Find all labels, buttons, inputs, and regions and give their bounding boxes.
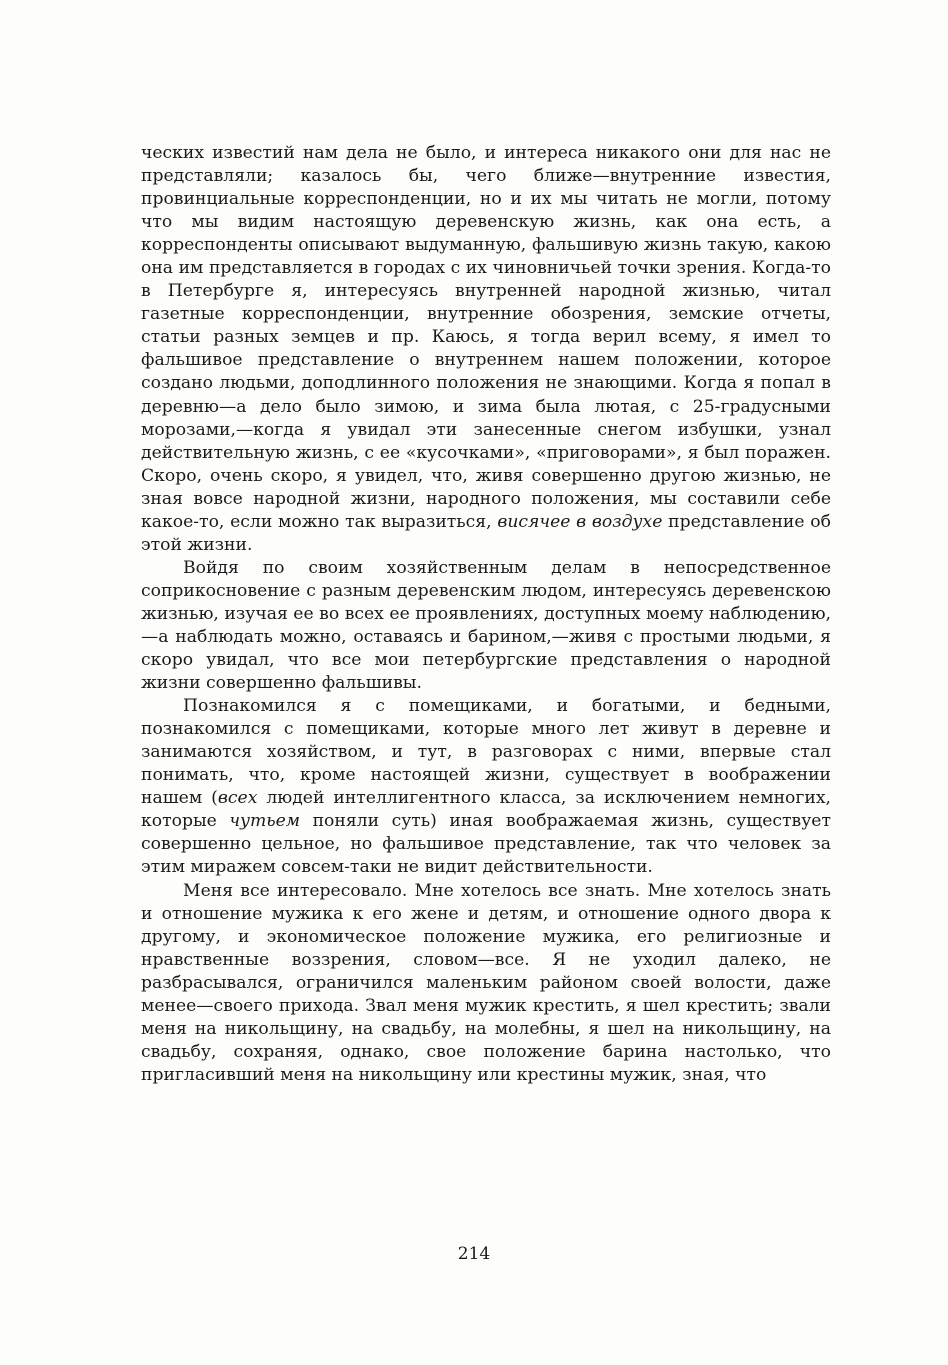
- p1-italic-phrase: висячее в воздухе: [497, 511, 663, 532]
- p3-text-2: людей интеллигентного класса, за исключением немногих, которые: [141, 788, 831, 832]
- p3-text-1: Познакомился я с помещиками, и богатыми, и бедными, познакомился с помещиками, которые много лет живут в деревне и занимаются хозяйством, и тут, в разговорах с ними, впервые стал понимать, что, кроме настоящей жизни, существует в воображении нашем (: [141, 696, 831, 809]
- p3-text-3: поняли суть) иная воображаемая жизнь, существует совершенно цельное, но фальшивое представление, так что человек за этим миражем совсем-таки не видит действительности.: [141, 811, 831, 878]
- p1-text-2: представление об этой жизни.: [141, 511, 831, 555]
- p4-text-1: Меня все интересовало. Мне хотелось все знать. Мне хотелось знать и отношение мужика к его жене и детям, и отношение одного двора к другому, и экономическое положение мужика, его религиозные и нравственные воззрения, словом—все. Я не уходил далеко, не разбрасывался, ограничился маленьким районом своей волости, даже менее—своего прихода. Звал меня мужик крестить, я шел крестить; звали меня на никольщину, на свадьбу, на молебны, я шел на никольщину, на свадьбу, сохраняя, однако, свое положение барина настолько, что пригласивший меня на никольщину или крестины мужик, зная, что: [141, 880, 831, 1085]
- p1-text-1: ческих известий нам дела не было, и интереса никакого они для нас не представляли; казалось бы, чего ближе—внутренние известия, провинциальные корреспонденции, но и их мы читать не могли, потому что мы видим настоящую деревенскую жизнь, как она есть, а корреспонденты описывают выдуманную, фальшивую жизнь такую, какою она им представляется в городах с их чиновничьей точки зрения. Когда-то в Петербурге я, интересуясь внутренней народной жизнью, читал газетные корреспонденции, внутренние обозрения, земские отчеты, статьи разных земцев и пр. Каюсь, я тогда верил всему, я имел то фальшивое представление о внутреннем нашем положении, которое создано людьми, доподлинного положения не знающими. Когда я попал в деревню—а дело было зимою, и зима была лютая, с 25-градусными морозами,—когда я увидал эти занесенные снегом избушки, узнал действительную жизнь, с ее «кусочками», «приговорами», я был поражен. Скоро, очень скоро, я увидел, что, живя совершенно другою жизнью, не зная вовсе народной жизни, народного положения, мы составили себе какое-то, если можно так выразиться,: [141, 143, 831, 532]
- paragraph-4: [141, 880, 831, 1087]
- body-text: [141, 142, 831, 1087]
- p2-text-1: Войдя по своим хозяйственным делам в непосредственное соприкосновение с разным деревенским людом, интересуясь деревенскою жизнью, изучая ее во всех ее проявлениях, доступных моему наблюдению,—а наблюдать можно, оставаясь и барином,—живя с простыми людьми, я скоро увидал, что все мои петербургские представления о народной жизни совершенно фальшивы.: [141, 557, 831, 694]
- paragraph-2: [141, 557, 831, 695]
- p3-italic-chutyem: чутьем: [229, 811, 301, 832]
- page-number: 214: [457, 1244, 491, 1264]
- paragraph-3: [141, 695, 831, 879]
- paragraph-1: [141, 142, 831, 557]
- p3-italic-vsekh: всех: [217, 788, 258, 809]
